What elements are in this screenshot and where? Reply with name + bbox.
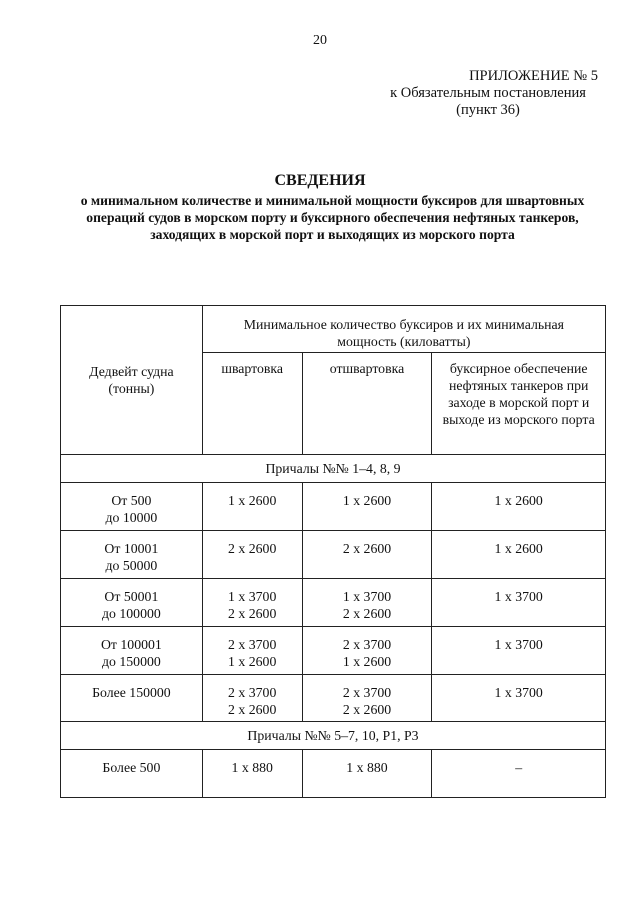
deadweight-cell-line: до 10000 [105, 510, 158, 525]
deadweight-cell [61, 627, 203, 675]
tanker-support-cell-line: 1 x 2600 [494, 493, 543, 508]
deadweight-cell-line: до 100000 [102, 606, 161, 621]
unmooring-cell-line: 2 x 2600 [342, 702, 392, 717]
deadweight-cell-line: до 50000 [105, 558, 158, 573]
mooring-cell-line: 1 x 880 [231, 760, 273, 775]
table-row [61, 531, 606, 579]
tanker-support-cell [432, 579, 606, 627]
table-header [61, 306, 606, 455]
tanker-support-cell [432, 627, 606, 675]
table-row [61, 675, 606, 722]
deadweight-header: Дедвейт судна (тонны) [61, 306, 203, 455]
mooring-cell [202, 579, 302, 627]
unmooring-cell-line: 1 x 880 [346, 760, 388, 775]
deadweight-cell-line: до 150000 [102, 654, 161, 669]
deadweight-cell [61, 483, 203, 531]
deadweight-cell-line: От 10001 [104, 541, 159, 556]
unmooring-cell [302, 750, 432, 798]
unmooring-cell [302, 627, 432, 675]
mooring-cell-line: 1 x 2600 [228, 654, 277, 669]
mooring-header: швартовка [202, 353, 302, 455]
tanker-support-cell [432, 750, 606, 798]
unmooring-header: отшвартовка [302, 353, 432, 455]
section-row [61, 455, 606, 483]
unmooring-cell [302, 483, 432, 531]
table-row [61, 627, 606, 675]
mooring-cell-line: 2 x 2600 [228, 606, 277, 621]
mooring-cell [202, 750, 302, 798]
table-row [61, 579, 606, 627]
tanker-support-cell-line: 1 x 3700 [494, 685, 543, 700]
document-subtitle: о минимальном количестве и минимальной мощности буксиров для швартовных операций судов в морском порту и буксирного обеспечения нефтяных танкеров, заходящих в морской порт и выходящих из морского порта [80, 193, 585, 242]
deadweight-cell-line: От 50001 [104, 589, 159, 604]
tanker-support-cell [432, 483, 606, 531]
table-body [61, 455, 606, 798]
deadweight-cell [61, 579, 203, 627]
deadweight-cell [61, 750, 203, 798]
mooring-cell [202, 627, 302, 675]
annex-title: ПРИЛОЖЕНИЕ № 5 [469, 68, 598, 84]
deadweight-cell-line: Более 500 [102, 760, 161, 775]
section-title: Причалы №№ 1–4, 8, 9 [61, 455, 606, 483]
mooring-cell-line: 1 x 2600 [228, 493, 277, 508]
unmooring-cell-line: 2 x 3700 [342, 637, 392, 652]
mooring-cell-line: 2 x 3700 [228, 637, 277, 652]
table-row [61, 483, 606, 531]
deadweight-cell-line: От 500 [111, 493, 152, 508]
unmooring-cell [302, 531, 432, 579]
annex-reference: к Обязательным постановления [390, 85, 586, 101]
section-row [61, 722, 606, 750]
unmooring-cell-line: 2 x 3700 [342, 685, 392, 700]
unmooring-cell-line: 2 x 2600 [342, 606, 392, 621]
annex-block [368, 68, 608, 119]
tanker-support-cell-line: – [515, 760, 523, 775]
deadweight-cell [61, 675, 203, 722]
document-title: СВЕДЕНИЯ [274, 172, 366, 189]
mooring-cell [202, 531, 302, 579]
unmooring-cell [302, 675, 432, 722]
mooring-cell [202, 483, 302, 531]
tanker-support-cell-line: 1 x 2600 [494, 541, 543, 556]
unmooring-cell-line: 1 x 2600 [342, 654, 392, 669]
mooring-cell-line: 2 x 3700 [228, 685, 277, 700]
tanker-support-cell [432, 531, 606, 579]
deadweight-cell-line: От 100001 [100, 637, 162, 652]
mooring-cell-line: 2 x 2600 [228, 541, 277, 556]
unmooring-cell-line: 1 x 2600 [342, 493, 392, 508]
table-row [61, 750, 606, 798]
deadweight-cell-line: Более 150000 [92, 685, 171, 700]
tanker-support-cell-line: 1 x 3700 [494, 589, 543, 604]
unmooring-cell-line: 1 x 3700 [342, 589, 392, 604]
tug-requirements-table [60, 305, 606, 798]
mooring-cell-line: 2 x 2600 [228, 702, 277, 717]
mooring-cell-line: 1 x 3700 [228, 589, 277, 604]
mooring-cell [202, 675, 302, 722]
tanker-support-header: буксирное обеспечение нефтяных танкеров при заходе в морской порт и выходе из морского порта [432, 353, 606, 455]
tanker-support-cell [432, 675, 606, 722]
section-title: Причалы №№ 5–7, 10, Р1, Р3 [61, 722, 606, 750]
unmooring-cell-line: 2 x 2600 [342, 541, 392, 556]
tug-group-header: Минимальное количество буксиров и их минимальная мощность (киловатты) [202, 306, 605, 353]
unmooring-cell [302, 579, 432, 627]
annex-clause: (пункт 36) [456, 102, 520, 118]
page-number: 20 [313, 33, 327, 48]
deadweight-cell [61, 531, 203, 579]
tanker-support-cell-line: 1 x 3700 [494, 637, 543, 652]
